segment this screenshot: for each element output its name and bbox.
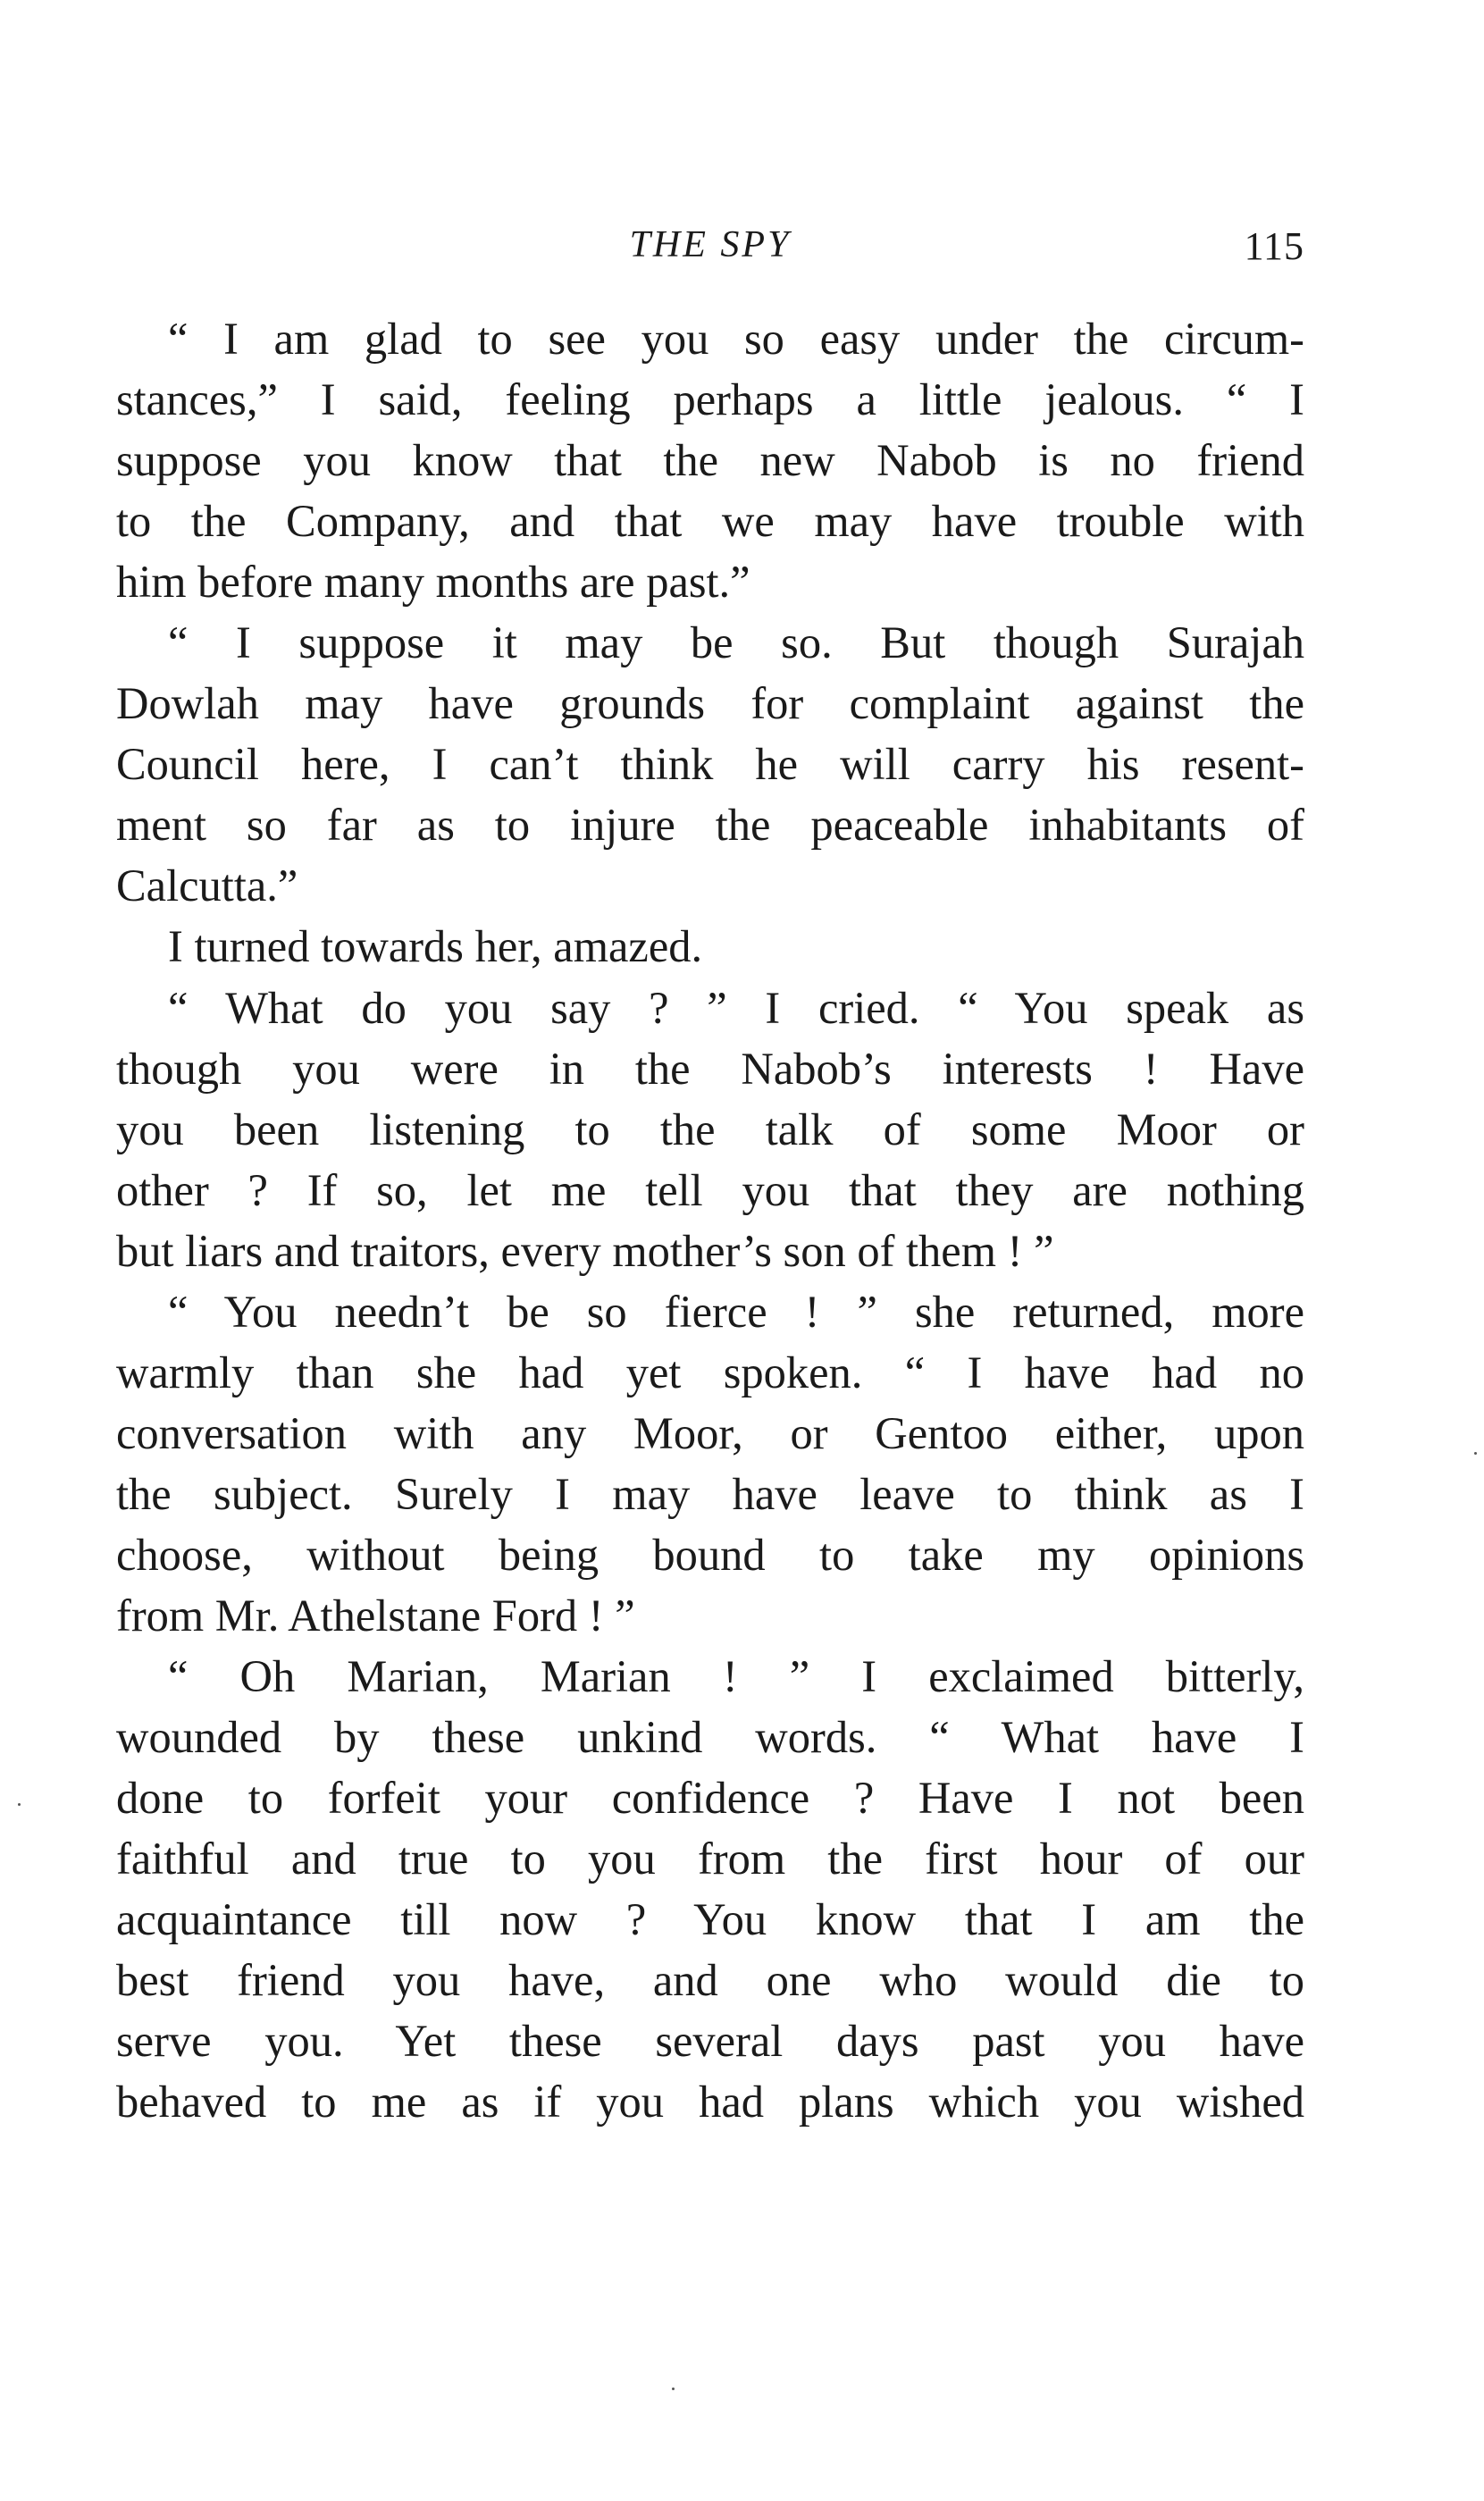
text-line: Calcutta.” — [116, 860, 298, 911]
text-line: him before many months are past.” — [116, 557, 750, 608]
text-line: serve you. Yet these several days past you have — [116, 2016, 1304, 2067]
text-line: Dowlah may have grounds for complaint against the — [116, 678, 1304, 729]
text-line: you been listening to the talk of some Moor or — [116, 1104, 1304, 1154]
text-line: the subject. Surely I may have leave to think as I — [116, 1468, 1304, 1519]
text-line: “ Oh Marian, Marian ! ” I exclaimed bitterly, — [168, 1651, 1304, 1702]
running-head — [116, 223, 1304, 277]
text-line: stances,” I said, feeling perhaps a little jealous. “ I — [116, 374, 1304, 425]
text-line: to the Company, and that we may have trouble with — [116, 496, 1304, 547]
text-line: choose, without being bound to take my opinions — [116, 1529, 1304, 1580]
text-line: Council here, I can’t think he will carry his resent- — [116, 739, 1304, 790]
text-line: “ What do you say ? ” I cried. “ You speak as — [168, 982, 1304, 1033]
text-line: wounded by these unkind words. “ What have I — [116, 1712, 1304, 1763]
text-line: behaved to me as if you had plans which you wished — [116, 2077, 1304, 2128]
text-line: “ You needn’t be so fierce ! ” she returned, more — [168, 1286, 1304, 1337]
running-title: THE SPY — [629, 224, 792, 265]
paper-speck — [1474, 1452, 1477, 1455]
text-line: conversation with any Moor, or Gentoo either, upon — [116, 1407, 1304, 1458]
text-line: though you were in the Nabob’s interests ! Have — [116, 1043, 1304, 1094]
text-line: “ I am glad to see you so easy under the circum- — [168, 314, 1304, 364]
text-line: done to forfeit your confidence ? Have I not been — [116, 1773, 1304, 1824]
text-line: suppose you know that the new Nabob is no friend — [116, 435, 1304, 486]
text-line: best friend you have, and one who would die to — [116, 1955, 1304, 2006]
paper-speck — [18, 1803, 21, 1806]
text-line: I turned towards her, amazed. — [168, 921, 703, 972]
text-line: other ? If so, let me tell you that they are nothing — [116, 1164, 1304, 1215]
text-line: but liars and traitors, every mother’s son of them ! ” — [116, 1225, 1054, 1276]
body-text — [116, 308, 1304, 2132]
text-line: “ I suppose it may be so. But though Surajah — [168, 617, 1304, 668]
text-line: faithful and true to you from the first hour of our — [116, 1834, 1304, 1884]
text-line: ment so far as to injure the peaceable inhabitants of — [116, 800, 1304, 851]
text-line: warmly than she had yet spoken. “ I have had no — [116, 1347, 1304, 1397]
page-number: 115 — [1244, 224, 1304, 268]
paper-speck — [672, 2388, 675, 2390]
text-line: from Mr. Athelstane Ford ! ” — [116, 1590, 635, 1641]
text-line: acquaintance till now ? You know that I am the — [116, 1894, 1304, 1945]
